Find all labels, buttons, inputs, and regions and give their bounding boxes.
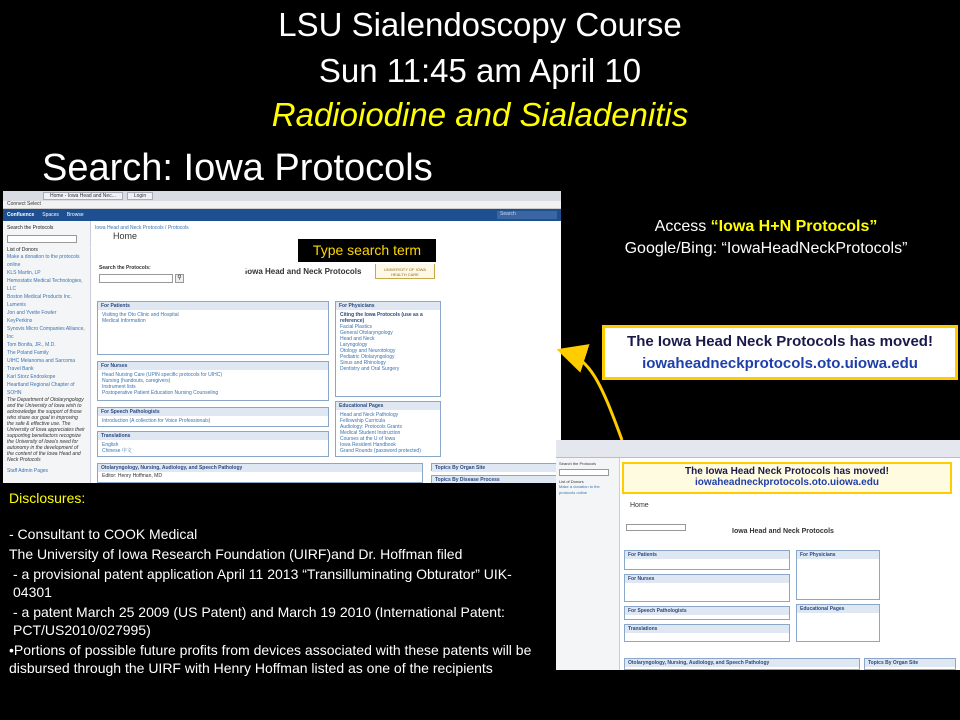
moved-notice <box>602 325 958 380</box>
donor-item[interactable]: Lumenis <box>7 302 26 308</box>
arrow-to-nav-search <box>438 230 492 244</box>
donor-item[interactable]: KLS Martin, LP <box>7 270 41 276</box>
physicians-link[interactable]: Sinus and Rhinology <box>340 360 386 366</box>
donor-item[interactable]: Jon and Yvette Fowler <box>7 310 57 316</box>
staff-admin-link[interactable]: Staff Admin Pages <box>7 468 49 474</box>
breadcrumb[interactable]: Iowa Head and Neck Protocols / Protocols <box>95 225 189 231</box>
physicians-link[interactable]: Laryngology <box>340 342 368 348</box>
nurses-link[interactable]: Postoperative Patient Education Nursing Counseling <box>102 390 219 396</box>
donor-list-label-2: List of Donors <box>559 479 584 484</box>
editors-title-2: Otolaryngology, Nursing, Audiology, and Speech Pathology <box>625 659 859 667</box>
physicians-title: For Physicians <box>336 302 440 310</box>
slide-datetime: Sun 11:45 am April 10 <box>318 52 642 89</box>
browser-tab[interactable]: Home - Iowa Head and Nec... <box>43 192 123 200</box>
nurses-title-2: For Nurses <box>625 575 789 583</box>
translations-title: Translations <box>98 432 328 440</box>
donor-item[interactable]: Boston Medical Products Inc. <box>7 294 72 300</box>
organ-site-title-2[interactable]: Topics By Organ Site <box>865 659 955 667</box>
education-link[interactable]: Audiology: Protocols Grants <box>340 424 402 430</box>
moved-banner-title: The Iowa Head Neck Protocols has moved! <box>685 466 889 477</box>
uihc-logo: UNIVERSITY OF IOWA HEALTH CARE <box>375 263 435 279</box>
browse-menu[interactable]: Browse <box>66 212 84 218</box>
donor-item[interactable]: Synovis Micro Companies Alliance, Inc <box>7 326 85 340</box>
access-instructions <box>578 216 954 260</box>
disclosure-item: - a provisional patent application April 11 2013 “Transilluminating Obturator” UIK-04301 <box>13 566 512 600</box>
moved-notice-url[interactable]: iowaheadneckprotocols.oto.uiowa.edu <box>642 355 918 372</box>
browser-screenshot-2 <box>556 440 960 670</box>
physicians-link[interactable]: General Otolaryngology <box>340 330 393 336</box>
moved-banner-url[interactable]: iowaheadneckprotocols.oto.uiowa.edu <box>695 477 879 488</box>
editors-title: Otolaryngology, Nursing, Audiology, and Speech Pathology <box>98 464 422 472</box>
physicians-link[interactable]: Pediatric Otolaryngology <box>340 354 395 360</box>
nurses-link[interactable]: Instrument lists <box>102 384 136 390</box>
donor-item[interactable]: Heartland Regional Chapter of SOHN <box>7 382 75 396</box>
education-link[interactable]: Grand Rounds (password protected) <box>340 448 421 454</box>
organ-site-title[interactable]: Topics By Organ Site <box>432 464 558 472</box>
sidebar-search-label: Search the Protocols <box>7 225 54 231</box>
page-title: Home <box>113 231 138 241</box>
patients-box-2 <box>624 550 790 570</box>
nurses-link[interactable]: Nursing (handouts, caregivers) <box>102 378 171 384</box>
nurses-link[interactable]: Head Nursing Care (UPIN specific protocols for UIHC) <box>102 372 223 378</box>
arrow-to-page-search <box>196 258 296 281</box>
donor-sidebar-2 <box>556 458 620 670</box>
speech-box-2 <box>624 606 790 620</box>
donor-item[interactable]: The Poland Family <box>7 350 49 356</box>
education-title: Educational Pages <box>336 402 440 410</box>
access-prefix: Access <box>654 218 711 235</box>
translations-box-2 <box>624 624 790 642</box>
translation-link[interactable]: Chinese 中文 <box>102 448 132 454</box>
education-box-2 <box>796 604 880 642</box>
speech-title: For Speech Pathologists <box>98 408 328 416</box>
disclosures-panel <box>0 483 556 720</box>
search-icon[interactable]: ⚲ <box>175 274 184 283</box>
physicians-link[interactable]: Otology and Neurotology <box>340 348 396 354</box>
page-title-2: Home <box>630 502 649 509</box>
physicians-link[interactable]: Dentistry and Oral Surgery <box>340 366 400 372</box>
education-link[interactable]: Courses at the U of Iowa <box>340 436 396 442</box>
patients-title-2: For Patients <box>625 551 789 559</box>
donor-list-label: List of Donors <box>7 247 38 253</box>
type-search-callout: Type search term <box>296 237 438 264</box>
moved-notice-title: The Iowa Head Neck Protocols has moved! <box>627 333 933 350</box>
nurses-box-2 <box>624 574 790 602</box>
donor-item[interactable]: Karl Storz Endoskope <box>7 374 56 380</box>
moved-banner <box>622 462 952 494</box>
education-link[interactable]: Head and Neck Pathology <box>340 412 399 418</box>
slide-title: LSU Sialendoscopy Course <box>278 6 682 43</box>
protocols-heading-2: Iowa Head and Neck Protocols <box>732 528 834 535</box>
donation-link-2[interactable]: Make a donation to the protocols online <box>559 484 600 495</box>
patients-title: For Patients <box>98 302 328 310</box>
bookmarks-bar[interactable]: Connect Select <box>3 201 561 209</box>
access-highlight: “Iowa H+N Protocols” <box>710 218 878 235</box>
translations-title-2: Translations <box>625 625 789 633</box>
donor-item[interactable]: Hemostatix Medical Technologies, LLC <box>7 278 83 292</box>
cite-link[interactable]: Citing the Iowa Protocols (use as a reference) <box>340 312 423 324</box>
arrow-to-sidebar-search <box>94 248 296 253</box>
disclosure-item: The University of Iowa Research Foundation (UIRF)and Dr. Hoffman filed <box>9 546 463 562</box>
disclosures-heading: Disclosures: <box>9 490 86 506</box>
browser-toolbar <box>556 440 960 458</box>
education-title-2: Educational Pages <box>797 605 879 613</box>
slide-subtitle: Radioiodine and Sialadenitis <box>271 96 689 133</box>
spaces-menu[interactable]: Spaces <box>42 212 59 218</box>
confluence-logo[interactable]: Confluence <box>7 212 35 218</box>
disclosure-item: - a patent March 25 2009 (US Patent) and March 19 2010 (International Patent: PCT/US2010/027995) <box>13 604 505 638</box>
physicians-link[interactable]: Facial Plastics <box>340 324 372 330</box>
search-heading: Search: Iowa Protocols <box>42 147 433 189</box>
education-link[interactable]: Fellowship Curricula <box>340 418 386 424</box>
education-link[interactable]: Medical Student Instruction <box>340 430 401 436</box>
protocols-heading: Iowa Head and Neck Protocols <box>245 267 362 276</box>
department-acknowledgement: The Department of Otolaryngology and the University of Iowa wish to acknowledge the support of those who share our goal in improving the safe & effective use. The University of Iowa appreciates their supporting benefactors recognize the University of Iowa's need for autonomy in the development of the content of the Iowa Head and Neck Protocols <box>7 397 85 463</box>
physicians-title-2: For Physicians <box>797 551 879 559</box>
sidebar-search-label-2: Search the Protocols <box>559 461 597 466</box>
disclosure-item: - Consultant to COOK Medical <box>9 526 198 542</box>
donor-item[interactable]: UIHC Melanoma and Sarcoma Travel Bank <box>7 358 76 372</box>
translation-link[interactable]: English <box>102 442 119 448</box>
speech-link[interactable]: Introduction (A collection for Voice Professionals) <box>102 418 211 424</box>
protocol-search-input-2[interactable] <box>626 524 686 531</box>
access-search-engines: Google/Bing: “IowaHeadNeckProtocols” <box>624 240 908 257</box>
donor-item[interactable]: KeyPerkins <box>7 318 33 324</box>
editors-box-2 <box>624 658 860 670</box>
sidebar-search-input-2[interactable] <box>559 469 609 476</box>
patients-link[interactable]: Visiting the Oto Clinic and Hospital <box>102 312 179 318</box>
physicians-box-2 <box>796 550 880 600</box>
speech-title-2: For Speech Pathologists <box>625 607 789 615</box>
nurses-title: For Nurses <box>98 362 328 370</box>
editor-line: Editor: Henry Hoffman, MD <box>102 473 162 479</box>
physicians-link[interactable]: Head and Neck <box>340 336 375 342</box>
disease-process-title[interactable]: Topics By Disease Process <box>432 476 558 483</box>
browser-tab[interactable]: Login <box>127 192 153 200</box>
donation-link[interactable]: Make a donation to the protocols online <box>7 254 80 268</box>
organ-site-box-2 <box>864 658 956 670</box>
disclosure-item: •Portions of possible future profits from devices associated with these patents will be disbursed through the UIRF with Henry Hoffman listed as one of the recipients <box>9 642 532 676</box>
patients-link[interactable]: Medical Information <box>102 318 146 324</box>
donor-item[interactable]: Tom Bonifa, JR., M.D. <box>7 342 56 348</box>
education-link[interactable]: Iowa Resident Handbook <box>340 442 396 448</box>
nav-search-input[interactable]: Search <box>497 211 557 219</box>
protocol-search-label: Search the Protocols: <box>99 265 151 271</box>
